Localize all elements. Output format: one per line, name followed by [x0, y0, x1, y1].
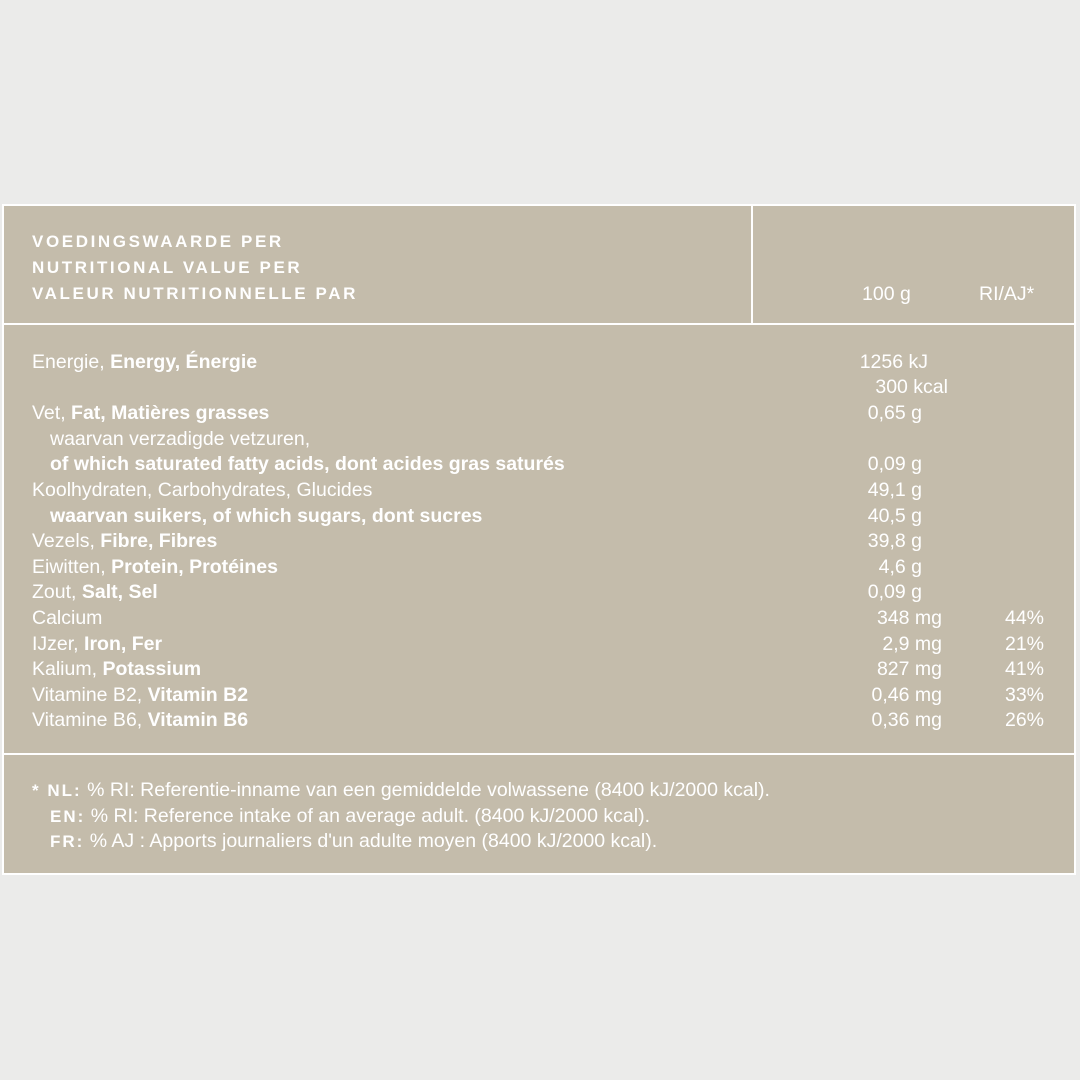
row-salt-label: Zout, Salt, Sel [32, 581, 158, 603]
row-vitamin-b2-ri: 33% [1004, 684, 1044, 706]
footnote-divider [4, 753, 1074, 755]
header-line-en: NUTRITIONAL VALUE PER [32, 258, 303, 277]
row-calcium-ri: 44% [1004, 607, 1044, 629]
row-salt-value: 0,09 g [867, 581, 922, 603]
row-energy-label: Energie, Energy, Énergie [32, 351, 258, 373]
row-iron-ri: 21% [1004, 633, 1044, 655]
row-energy-kj: 1256 kJ [859, 351, 928, 373]
row-saturated-label: of which saturated fatty acids, dont acides gras saturés [50, 453, 565, 475]
row-potassium-value: 827 mg [876, 658, 942, 680]
row-saturated-label-nl: waarvan verzadigde vetzuren, [50, 428, 311, 450]
row-vitamin-b6-label: Vitamine B6, Vitamin B6 [32, 709, 249, 731]
header-column-divider [751, 206, 753, 323]
nutrition-table [2, 204, 1076, 875]
row-energy-kcal: 300 kcal [875, 376, 948, 398]
footnote-nl: * NL: % RI: Referentie-inname van een gemiddelde volwassene (8400 kJ/2000 kcal). [32, 779, 770, 801]
footnote-en: EN: % RI: Reference intake of an average adult. (8400 kJ/2000 kcal). [50, 805, 651, 827]
row-iron-label: IJzer, Iron, Fer [32, 633, 163, 655]
row-fat-value: 0,65 g [867, 402, 922, 424]
row-calcium-value: 348 mg [876, 607, 942, 629]
row-protein-label: Eiwitten, Protein, Protéines [32, 556, 278, 578]
column-header-amount: 100 g [862, 283, 911, 305]
header-line-nl: VOEDINGSWAARDE PER [32, 232, 284, 251]
footnote-fr: FR: % AJ : Apports journaliers d'un adulte moyen (8400 kJ/2000 kcal). [50, 830, 658, 852]
row-iron-value: 2,9 mg [882, 633, 942, 655]
row-fibre-value: 39,8 g [867, 530, 922, 552]
row-sugars-value: 40,5 g [867, 505, 922, 527]
row-carbohydrates-value: 49,1 g [867, 479, 922, 501]
row-vitamin-b2-label: Vitamine B2, Vitamin B2 [32, 684, 249, 706]
row-vitamin-b2-value: 0,46 mg [871, 684, 942, 706]
row-sugars-label: waarvan suikers, of which sugars, dont sucres [50, 505, 483, 527]
row-vitamin-b6-value: 0,36 mg [871, 709, 942, 731]
row-fibre-label: Vezels, Fibre, Fibres [32, 530, 218, 552]
row-potassium-label: Kalium, Potassium [32, 658, 202, 680]
row-protein-value: 4,6 g [878, 556, 922, 578]
row-vitamin-b6-ri: 26% [1004, 709, 1044, 731]
row-calcium-label: Calcium [32, 607, 103, 629]
row-carbohydrates-label: Koolhydraten, Carbohydrates, Glucides [32, 479, 373, 501]
header-divider [4, 323, 1074, 325]
column-header-ri: RI/AJ* [979, 283, 1035, 305]
row-saturated-value: 0,09 g [867, 453, 922, 475]
row-fat-label: Vet, Fat, Matières grasses [32, 402, 270, 424]
header-line-fr: VALEUR NUTRITIONNELLE PAR [32, 284, 358, 303]
row-potassium-ri: 41% [1004, 658, 1044, 680]
